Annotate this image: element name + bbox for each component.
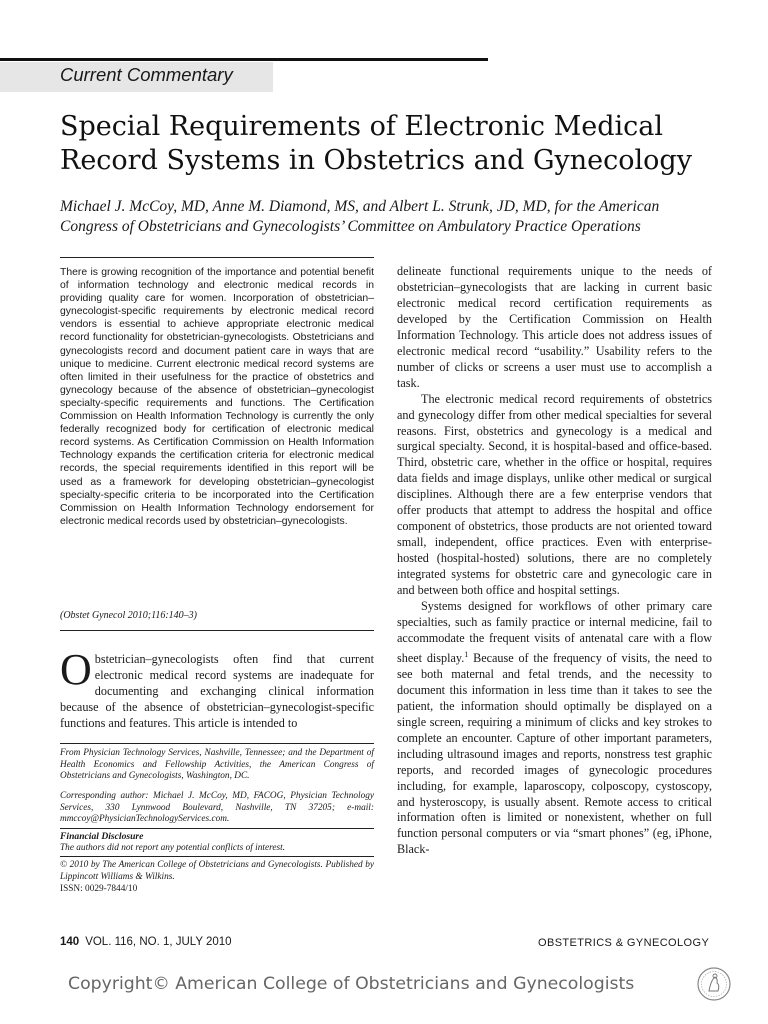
issue-info: VOL. 116, NO. 1, JULY 2010	[85, 936, 232, 948]
drop-cap: O	[60, 645, 92, 694]
page-footer-left	[60, 936, 232, 948]
abstract-bottom-rule	[60, 630, 374, 631]
intro-text: bstetrician–gynecologists often find that current electronic medical record systems are inadequate for documenting and exchanging clinical information because of the absence of obstetrician–gynecologist-specific functions and features. This article is intended to	[60, 652, 374, 730]
abstract: There is growing recognition of the importance and potential benefit of information technology and electronic medical records in providing quality care for women. Incorporation of obstetrician–gynecologist-specific requirements by electronic medical record vendors is essential to achieve appropriate electronic medical record functionality for obstetrician-gynecologists. Obstetricians and gynecologists record and document patient care in ways that are unique to medicine. Current electronic medical record systems are often limited in their usefulness for the practice of obstetrics and gynecology because of the absence of obstetrician–gynecologist specialty-specific requirements and functions. The Certification Commission on Health Information Technology is currently the only federally recognized body for certification of electronic medical record systems. As Certification Commission on Health Information Technology expands the certification criteria for electronic medical records, the special requirements identified in this report will be used as a framework for developing obstetrician–gynecologist specialty-specific criteria to be incorporated into the Certification Commission on Health Information Technology endorsement for electronic medical records used by obstetrician–gynecologists.	[60, 267, 374, 527]
body-paragraph-3-text: Systems designed for workflows of other primary care specialties, such as family practice or internal medicine, fail to accommodate the frequent visits of antenatal care with a flow sheet display.	[397, 599, 712, 665]
footnote-rule	[60, 743, 374, 744]
body-paragraph-1: delineate functional requirements unique to the needs of obstetrician–gynecologists that are lacking in current basic electronic medical record certification requirements as developed by the Certification Commission on Health Information Technology. This article does not address issues of electronic medical record “usability.” Usability refers to the number of clicks or screens a user must use to accomplish a task.	[397, 264, 712, 390]
reference-superscript[interactable]: 1	[464, 649, 469, 659]
body-column-right	[397, 264, 712, 858]
intro-paragraph	[60, 645, 374, 731]
abstract-top-rule	[60, 257, 374, 258]
copyright-rule	[60, 856, 374, 857]
page-number: 140	[60, 936, 80, 948]
article-title-line-1: Special Requirements of Electronic Medical	[60, 111, 664, 142]
disclosure-rule	[60, 828, 374, 829]
article-title	[60, 110, 740, 178]
disclosure-heading: Financial Disclosure	[60, 831, 144, 842]
author-list	[60, 197, 720, 237]
abstract-citation: (Obstet Gynecol 2010;116:140–3)	[60, 610, 198, 621]
issn: ISSN: 0029-7844/10	[60, 884, 138, 894]
section-label: Current Commentary	[60, 64, 233, 85]
disclosure-text: The authors did not report any potential conflicts of interest.	[60, 843, 286, 853]
body-paragraph-2: The electronic medical record requirements of obstetrics and gynecology differ from other medical specialties for several reasons. First, obstetrics and gynecology is a medical and surgical specialty. Second, it is hospital-based and office-based. Third, obstetric care, whether in the office or hospital, requires data fields and image displays, unlike other medical or surgical disciplines. Although there are a few enterprise vendors that offer products that attempt to address the hospital and office component of obstetrics, those products are not oriented toward small, independent, office practices. Even with enterprise-hosted (hospital-hosted) solutions, there are no completely integrated systems for obstetric care and gynecologic care in and between both office and hospital settings.	[397, 391, 712, 598]
author-line-1: Michael J. McCoy, MD, Anne M. Diamond, MS, and Albert L. Strunk, JD, MD, for the American	[60, 198, 660, 215]
acog-seal-icon	[696, 966, 732, 1002]
copyright-watermark: Copyright© American College of Obstetricians and Gynecologists	[68, 974, 635, 994]
body-paragraph-3-continued: Because of the frequency of visits, the need to see both maternal and fetal trends, and the necessity to document this information in less time than it takes to see the patient, the information should optimally be displayed on a single screen, requiring a minimum of clicks and key strokes to complete an encounter. Capture of other important parameters, including ultrasound images and reports, nonstress test graphic reports, and recorded images of gynecologic procedures including, for example, laparoscopy, colposcopy, cystoscopy, and hysteroscopy, is usually absent. Remote access to critical information often is limited or nonexistent, whether on full function personal computers or via “smart phones” (eg, iPhone, Black-	[397, 650, 712, 857]
journal-name: OBSTETRICS & GYNECOLOGY	[538, 937, 710, 949]
article-title-line-2: Record Systems in Obstetrics and Gynecology	[60, 145, 692, 176]
author-line-2: Congress of Obstetricians and Gynecologists’ Committee on Ambulatory Practice Operations	[60, 218, 641, 235]
footnote-affiliation: From Physician Technology Services, Nashville, Tennessee; and the Department of Health Economics and Fellowship Activities, the American Congress of Obstetricians and Gynecologists, Washington, DC.	[60, 748, 374, 782]
copyright-note: © 2010 by The American College of Obstetricians and Gynecologists. Published by Lippincott Williams & Wilkins.	[60, 860, 374, 882]
header-rule	[0, 58, 488, 61]
footnote-corresponding: Corresponding author: Michael J. McCoy, MD, FACOG, Physician Technology Services, 330 Lynnwood Boulevard, Nashville, TN 37205; e-mail: mmccoy@PhysicianTechnologyServices.com.	[60, 791, 374, 825]
body-paragraph-3	[397, 599, 712, 858]
